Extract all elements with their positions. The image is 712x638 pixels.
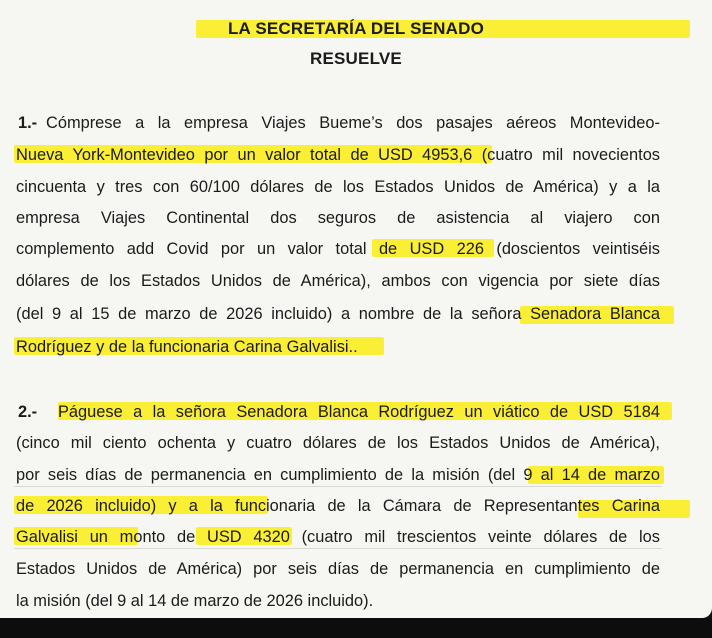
- bottom-dark-bar: [0, 618, 712, 638]
- heading-resuelve: RESUELVE: [310, 49, 402, 68]
- heading-secretaria: LA SECRETARÍA DEL SENADO: [227, 19, 485, 38]
- item1-line-2: Nueva York-Montevideo por un valor total de USD 4953,6 (cuatro mil novecientos: [16, 146, 660, 164]
- item2-line-7: la misión (del 9 al 14 de marzo de 2026 incluido).: [16, 592, 374, 610]
- item2-line-6: Estados Unidos de América) por seis días de permanencia en cumplimiento de: [16, 560, 660, 578]
- item2-number: 2.-: [18, 403, 38, 421]
- item1-line-4: empresa Viajes Continental dos seguros de asistencia al viajero con: [16, 209, 660, 227]
- item1-line-7: (del 9 al 15 de marzo de 2026 incluido) a nombre de la señora Senadora Blanca: [16, 305, 660, 323]
- item1-line-1-text: Cómprese a la empresa Viajes Bueme’s dos pasajes aéreos Montevideo-: [46, 114, 660, 132]
- item2-line-2: (cinco mil ciento ochenta y cuatro dólares de los Estados Unidos de América),: [16, 434, 660, 452]
- item2-line-1-text: Páguese a la señora Senadora Blanca Rodríguez un viático de USD 5184: [58, 403, 660, 421]
- item1-line-3: cincuenta y tres con 60/100 dólares de los Estados Unidos de América) y a la: [16, 178, 660, 196]
- item2-line-5: Galvalisi un monto de USD 4320 (cuatro mil trescientos veinte dólares de los: [14, 526, 662, 549]
- item1-line-6: dólares de los Estados Unidos de América), ambos con vigencia por siete días: [16, 272, 660, 290]
- item2-line-4: de 2026 incluido) y a la funcionaria de la Cámara de Representantes Carina: [16, 497, 660, 515]
- item1-line-5: complemento add Covid por un valor total de USD 226 (doscientos veintiséis: [16, 240, 660, 258]
- item2-line-3: por seis días de permanencia en cumplimiento de la misión (del 9 al 14 de marzo: [14, 464, 662, 487]
- item1-line-8: Rodríguez y de la funcionaria Carina Galvalisi..: [16, 338, 358, 356]
- item1-number: 1.-: [18, 114, 38, 132]
